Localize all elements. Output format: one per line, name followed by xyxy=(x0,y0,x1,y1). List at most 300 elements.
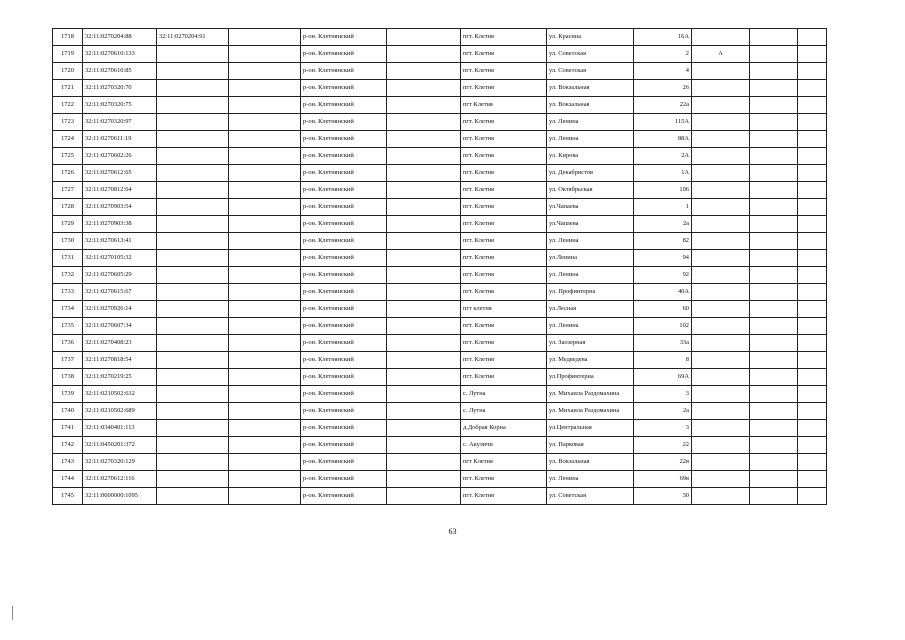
empty-cell xyxy=(229,420,301,437)
empty-cell xyxy=(798,182,827,199)
row-number-cell: 1721 xyxy=(53,80,83,97)
table-row xyxy=(53,437,827,454)
empty-cell xyxy=(387,403,461,420)
related-cadastral-cell xyxy=(157,454,229,471)
street-cell: ул. Декабристов xyxy=(547,165,634,182)
settlement-cell: пгт. Клетня xyxy=(461,267,547,284)
cadastral-number-cell: 32:11:0450201:372 xyxy=(83,437,157,454)
empty-cell xyxy=(229,352,301,369)
house-number-cell: 3 xyxy=(634,386,692,403)
row-number-cell: 1728 xyxy=(53,199,83,216)
cadastral-number-cell: 32:11:0270612:116 xyxy=(83,471,157,488)
related-cadastral-cell xyxy=(157,369,229,386)
related-cadastral-cell xyxy=(157,335,229,352)
row-number-cell: 1739 xyxy=(53,386,83,403)
empty-cell xyxy=(229,46,301,63)
extra-cell xyxy=(692,471,750,488)
district-cell: р-он. Клетнянский xyxy=(301,369,387,386)
empty-cell xyxy=(750,165,798,182)
empty-cell xyxy=(750,318,798,335)
district-cell: р-он. Клетнянский xyxy=(301,471,387,488)
row-number-cell: 1736 xyxy=(53,335,83,352)
district-cell: р-он. Клетнянский xyxy=(301,335,387,352)
settlement-cell: пгт. Клетня xyxy=(461,131,547,148)
empty-cell xyxy=(798,386,827,403)
district-cell: р-он. Клетнянский xyxy=(301,131,387,148)
empty-cell xyxy=(387,250,461,267)
empty-cell xyxy=(798,97,827,114)
empty-cell xyxy=(229,284,301,301)
district-cell: р-он. Клетнянский xyxy=(301,301,387,318)
street-cell: ул. Парковая xyxy=(547,437,634,454)
cadastral-number-cell: 32:11:0270615:67 xyxy=(83,284,157,301)
empty-cell xyxy=(798,335,827,352)
cadastral-number-cell: 32:11:0270602:26 xyxy=(83,148,157,165)
house-number-cell: 94 xyxy=(634,250,692,267)
empty-cell xyxy=(798,199,827,216)
settlement-cell: пгт. Клетня xyxy=(461,199,547,216)
empty-cell xyxy=(798,301,827,318)
empty-cell xyxy=(750,267,798,284)
district-cell: р-он. Клетнянский xyxy=(301,250,387,267)
cadastral-number-cell: 32:11:0270320:97 xyxy=(83,114,157,131)
empty-cell xyxy=(798,131,827,148)
settlement-cell: пгт. Клетня xyxy=(461,182,547,199)
settlement-cell: пгт. Клетня xyxy=(461,29,547,46)
empty-cell xyxy=(229,29,301,46)
district-cell: р-он. Клетнянский xyxy=(301,267,387,284)
empty-cell xyxy=(229,63,301,80)
table-row xyxy=(53,250,827,267)
settlement-cell: пгт. Клетня xyxy=(461,63,547,80)
house-number-cell: 26 xyxy=(634,80,692,97)
empty-cell xyxy=(229,97,301,114)
street-cell: ул. Октябрьская xyxy=(547,182,634,199)
empty-cell xyxy=(229,182,301,199)
empty-cell xyxy=(229,165,301,182)
row-number-cell: 1738 xyxy=(53,369,83,386)
district-cell: р-он. Клетнянский xyxy=(301,148,387,165)
table-row xyxy=(53,318,827,335)
related-cadastral-cell xyxy=(157,63,229,80)
empty-cell xyxy=(387,63,461,80)
related-cadastral-cell xyxy=(157,165,229,182)
cadastral-number-cell: 32:11:0270903:38 xyxy=(83,216,157,233)
related-cadastral-cell xyxy=(157,114,229,131)
page-number: 63 xyxy=(448,527,457,536)
row-number-cell: 1719 xyxy=(53,46,83,63)
empty-cell xyxy=(387,216,461,233)
empty-cell xyxy=(229,131,301,148)
settlement-cell: пгт. Клетня xyxy=(461,284,547,301)
table-row xyxy=(53,352,827,369)
related-cadastral-cell xyxy=(157,46,229,63)
empty-cell xyxy=(750,233,798,250)
house-number-cell: 8 xyxy=(634,352,692,369)
cadastral-number-cell: 32:11:0340401:113 xyxy=(83,420,157,437)
row-number-cell: 1744 xyxy=(53,471,83,488)
empty-cell xyxy=(387,471,461,488)
related-cadastral-cell xyxy=(157,97,229,114)
street-cell: ул. Советская xyxy=(547,488,634,505)
table-row xyxy=(53,233,827,250)
district-cell: р-он. Клетнянский xyxy=(301,352,387,369)
empty-cell xyxy=(798,454,827,471)
row-number-cell: 1745 xyxy=(53,488,83,505)
related-cadastral-cell xyxy=(157,386,229,403)
settlement-cell: пгт Клетня xyxy=(461,454,547,471)
empty-cell xyxy=(750,250,798,267)
empty-cell xyxy=(229,437,301,454)
cadastral-number-cell: 32:11:0000000:1095 xyxy=(83,488,157,505)
extra-cell xyxy=(692,148,750,165)
empty-cell xyxy=(229,199,301,216)
empty-cell xyxy=(387,165,461,182)
cadastral-number-cell: 32:11:0270612:65 xyxy=(83,165,157,182)
related-cadastral-cell xyxy=(157,284,229,301)
empty-cell xyxy=(387,148,461,165)
table-row xyxy=(53,131,827,148)
empty-cell xyxy=(750,471,798,488)
empty-cell xyxy=(750,420,798,437)
cadastral-number-cell: 32:11:0210502:689 xyxy=(83,403,157,420)
street-cell: ул. Михаила Раздомахина xyxy=(547,386,634,403)
empty-cell xyxy=(750,182,798,199)
empty-cell xyxy=(229,488,301,505)
table-row xyxy=(53,369,827,386)
empty-cell xyxy=(798,420,827,437)
cadastral-number-cell: 32:11:0270219:25 xyxy=(83,369,157,386)
row-number-cell: 1742 xyxy=(53,437,83,454)
row-number-cell: 1732 xyxy=(53,267,83,284)
empty-cell xyxy=(750,29,798,46)
district-cell: р-он. Клетнянский xyxy=(301,97,387,114)
settlement-cell: с. Лутна xyxy=(461,403,547,420)
empty-cell xyxy=(798,488,827,505)
settlement-cell: пгт. Клетня xyxy=(461,352,547,369)
table-row xyxy=(53,403,827,420)
extra-cell xyxy=(692,403,750,420)
settlement-cell: пгт. Клетня xyxy=(461,318,547,335)
row-number-cell: 1723 xyxy=(53,114,83,131)
street-cell: ул. Советская xyxy=(547,63,634,80)
empty-cell xyxy=(750,148,798,165)
empty-cell xyxy=(750,437,798,454)
empty-cell xyxy=(387,301,461,318)
street-cell: ул. Кирова xyxy=(547,148,634,165)
cadastral-number-cell: 32:11:0270320:70 xyxy=(83,80,157,97)
empty-cell xyxy=(750,216,798,233)
related-cadastral-cell xyxy=(157,80,229,97)
row-number-cell: 1726 xyxy=(53,165,83,182)
empty-cell xyxy=(229,318,301,335)
empty-cell xyxy=(750,454,798,471)
district-cell: р-он. Клетнянский xyxy=(301,165,387,182)
house-number-cell: 3 xyxy=(634,420,692,437)
row-number-cell: 1741 xyxy=(53,420,83,437)
extra-cell xyxy=(692,80,750,97)
settlement-cell: пгт. Клетня xyxy=(461,165,547,182)
table-row xyxy=(53,284,827,301)
extra-cell xyxy=(692,131,750,148)
district-cell: р-он. Клетнянский xyxy=(301,114,387,131)
extra-cell xyxy=(692,318,750,335)
empty-cell xyxy=(750,131,798,148)
extra-cell xyxy=(692,284,750,301)
empty-cell xyxy=(229,114,301,131)
empty-cell xyxy=(798,29,827,46)
empty-cell xyxy=(798,63,827,80)
empty-cell xyxy=(750,80,798,97)
related-cadastral-cell xyxy=(157,420,229,437)
table-row xyxy=(53,420,827,437)
settlement-cell: пгт Клетня xyxy=(461,97,547,114)
empty-cell xyxy=(798,233,827,250)
empty-cell xyxy=(750,488,798,505)
row-number-cell: 1735 xyxy=(53,318,83,335)
extra-cell xyxy=(692,488,750,505)
empty-cell xyxy=(750,284,798,301)
house-number-cell: 60 xyxy=(634,301,692,318)
row-number-cell: 1724 xyxy=(53,131,83,148)
table-row xyxy=(53,335,827,352)
empty-cell xyxy=(798,352,827,369)
house-number-cell: 22в xyxy=(634,454,692,471)
house-number-cell: 30 xyxy=(634,488,692,505)
table-row xyxy=(53,199,827,216)
extra-cell: А xyxy=(692,46,750,63)
table-row xyxy=(53,182,827,199)
empty-cell xyxy=(387,420,461,437)
related-cadastral-cell xyxy=(157,250,229,267)
house-number-cell: 102 xyxy=(634,318,692,335)
settlement-cell: пгт. Клетня xyxy=(461,148,547,165)
empty-cell xyxy=(229,250,301,267)
table-row xyxy=(53,267,827,284)
house-number-cell: 33а xyxy=(634,335,692,352)
cadastral-number-cell: 32:11:0270613:41 xyxy=(83,233,157,250)
cadastral-number-cell: 32:11:0270610:133 xyxy=(83,46,157,63)
extra-cell xyxy=(692,454,750,471)
extra-cell xyxy=(692,352,750,369)
empty-cell xyxy=(750,97,798,114)
district-cell: р-он. Клетнянский xyxy=(301,80,387,97)
district-cell: р-он. Клетнянский xyxy=(301,437,387,454)
extra-cell xyxy=(692,29,750,46)
district-cell: р-он. Клетнянский xyxy=(301,46,387,63)
empty-cell xyxy=(798,80,827,97)
settlement-cell: пгт. Клетня xyxy=(461,114,547,131)
empty-cell xyxy=(387,29,461,46)
district-cell: р-он. Клетнянский xyxy=(301,454,387,471)
empty-cell xyxy=(229,233,301,250)
empty-cell xyxy=(387,233,461,250)
empty-cell xyxy=(387,199,461,216)
empty-cell xyxy=(750,114,798,131)
related-cadastral-cell xyxy=(157,182,229,199)
empty-cell xyxy=(229,403,301,420)
house-number-cell: 69в xyxy=(634,471,692,488)
related-cadastral-cell xyxy=(157,437,229,454)
empty-cell xyxy=(798,284,827,301)
related-cadastral-cell xyxy=(157,471,229,488)
table-row xyxy=(53,454,827,471)
cadastral-number-cell: 32:11:0270812:64 xyxy=(83,182,157,199)
empty-cell xyxy=(229,386,301,403)
empty-cell xyxy=(229,471,301,488)
settlement-cell: пгт. Клетня xyxy=(461,369,547,386)
extra-cell xyxy=(692,301,750,318)
cadastral-number-cell: 32:11:0270903:54 xyxy=(83,199,157,216)
related-cadastral-cell xyxy=(157,352,229,369)
street-cell: ул.Чапаева xyxy=(547,216,634,233)
table-row xyxy=(53,46,827,63)
settlement-cell: пгт. Клетня xyxy=(461,216,547,233)
related-cadastral-cell xyxy=(157,148,229,165)
related-cadastral-cell: 32:11:0270204:91 xyxy=(157,29,229,46)
empty-cell xyxy=(387,182,461,199)
house-number-cell: 2а xyxy=(634,216,692,233)
street-cell: ул.Профинтерна xyxy=(547,369,634,386)
table-row xyxy=(53,386,827,403)
empty-cell xyxy=(798,437,827,454)
empty-cell xyxy=(229,301,301,318)
settlement-cell: с. Акуличи xyxy=(461,437,547,454)
empty-cell xyxy=(387,386,461,403)
related-cadastral-cell xyxy=(157,318,229,335)
table-row xyxy=(53,97,827,114)
extra-cell xyxy=(692,97,750,114)
house-number-cell: 40А xyxy=(634,284,692,301)
row-number-cell: 1734 xyxy=(53,301,83,318)
settlement-cell: пгт. Клетня xyxy=(461,46,547,63)
empty-cell xyxy=(229,148,301,165)
empty-cell xyxy=(798,114,827,131)
related-cadastral-cell xyxy=(157,216,229,233)
empty-cell xyxy=(387,46,461,63)
house-number-cell: 92 xyxy=(634,267,692,284)
empty-cell xyxy=(798,46,827,63)
empty-cell xyxy=(750,199,798,216)
cadastral-number-cell: 32:11:0270605:29 xyxy=(83,267,157,284)
extra-cell xyxy=(692,199,750,216)
district-cell: р-он. Клетнянский xyxy=(301,199,387,216)
empty-cell xyxy=(387,454,461,471)
cadastral-number-cell: 32:11:0270105:32 xyxy=(83,250,157,267)
table-row xyxy=(53,216,827,233)
row-number-cell: 1725 xyxy=(53,148,83,165)
empty-cell xyxy=(387,369,461,386)
house-number-cell: 4 xyxy=(634,63,692,80)
district-cell: р-он. Клетнянский xyxy=(301,420,387,437)
street-cell: ул. Ленина xyxy=(547,233,634,250)
empty-cell xyxy=(387,97,461,114)
table-row xyxy=(53,471,827,488)
district-cell: р-он. Клетнянский xyxy=(301,233,387,250)
street-cell: ул. Медведева xyxy=(547,352,634,369)
related-cadastral-cell xyxy=(157,131,229,148)
related-cadastral-cell xyxy=(157,267,229,284)
registry-table xyxy=(52,28,827,505)
table-body xyxy=(53,29,827,505)
house-number-cell: 69А xyxy=(634,369,692,386)
extra-cell xyxy=(692,335,750,352)
table-row xyxy=(53,488,827,505)
row-number-cell: 1722 xyxy=(53,97,83,114)
cadastral-number-cell: 32:11:0270204:88 xyxy=(83,29,157,46)
cadastral-number-cell: 32:11:0210502:632 xyxy=(83,386,157,403)
empty-cell xyxy=(387,488,461,505)
house-number-cell: 88А xyxy=(634,131,692,148)
empty-cell xyxy=(387,437,461,454)
row-number-cell: 1727 xyxy=(53,182,83,199)
extra-cell xyxy=(692,165,750,182)
empty-cell xyxy=(798,165,827,182)
table-row xyxy=(53,114,827,131)
house-number-cell: 115А xyxy=(634,114,692,131)
extra-cell xyxy=(692,216,750,233)
district-cell: р-он. Клетнянский xyxy=(301,318,387,335)
house-number-cell: 1А xyxy=(634,165,692,182)
district-cell: р-он. Клетнянский xyxy=(301,284,387,301)
empty-cell xyxy=(229,216,301,233)
related-cadastral-cell xyxy=(157,488,229,505)
street-cell: ул. Вокзальная xyxy=(547,80,634,97)
house-number-cell: 106 xyxy=(634,182,692,199)
street-cell: ул. Ленина xyxy=(547,114,634,131)
settlement-cell: пгт. Клетня xyxy=(461,488,547,505)
row-number-cell: 1731 xyxy=(53,250,83,267)
empty-cell xyxy=(387,131,461,148)
house-number-cell: 82 xyxy=(634,233,692,250)
empty-cell xyxy=(387,352,461,369)
empty-cell xyxy=(798,403,827,420)
empty-cell xyxy=(798,471,827,488)
row-number-cell: 1740 xyxy=(53,403,83,420)
row-number-cell: 1720 xyxy=(53,63,83,80)
district-cell: р-он. Клетнянский xyxy=(301,63,387,80)
empty-cell xyxy=(798,148,827,165)
cadastral-number-cell: 32:11:0270408:23 xyxy=(83,335,157,352)
street-cell: ул. Вокзальная xyxy=(547,97,634,114)
settlement-cell: пгт. Клетня xyxy=(461,80,547,97)
row-number-cell: 1737 xyxy=(53,352,83,369)
table-row xyxy=(53,148,827,165)
street-cell: ул.Чапаева xyxy=(547,199,634,216)
row-number-cell: 1729 xyxy=(53,216,83,233)
empty-cell xyxy=(387,114,461,131)
settlement-cell: пгт. Клетня xyxy=(461,335,547,352)
street-cell: ул. Красина xyxy=(547,29,634,46)
cadastral-number-cell: 32:11:0270611:19 xyxy=(83,131,157,148)
empty-cell xyxy=(798,267,827,284)
empty-cell xyxy=(750,335,798,352)
table-row xyxy=(53,80,827,97)
related-cadastral-cell xyxy=(157,199,229,216)
house-number-cell: 2А xyxy=(634,148,692,165)
empty-cell xyxy=(750,403,798,420)
extra-cell xyxy=(692,267,750,284)
margin-mark xyxy=(12,606,13,620)
related-cadastral-cell xyxy=(157,403,229,420)
house-number-cell: 1 xyxy=(634,199,692,216)
cadastral-number-cell: 32:11:0270926:14 xyxy=(83,301,157,318)
empty-cell xyxy=(798,250,827,267)
district-cell: р-он. Клетнянский xyxy=(301,182,387,199)
district-cell: р-он. Клетнянский xyxy=(301,403,387,420)
extra-cell xyxy=(692,437,750,454)
extra-cell xyxy=(692,233,750,250)
